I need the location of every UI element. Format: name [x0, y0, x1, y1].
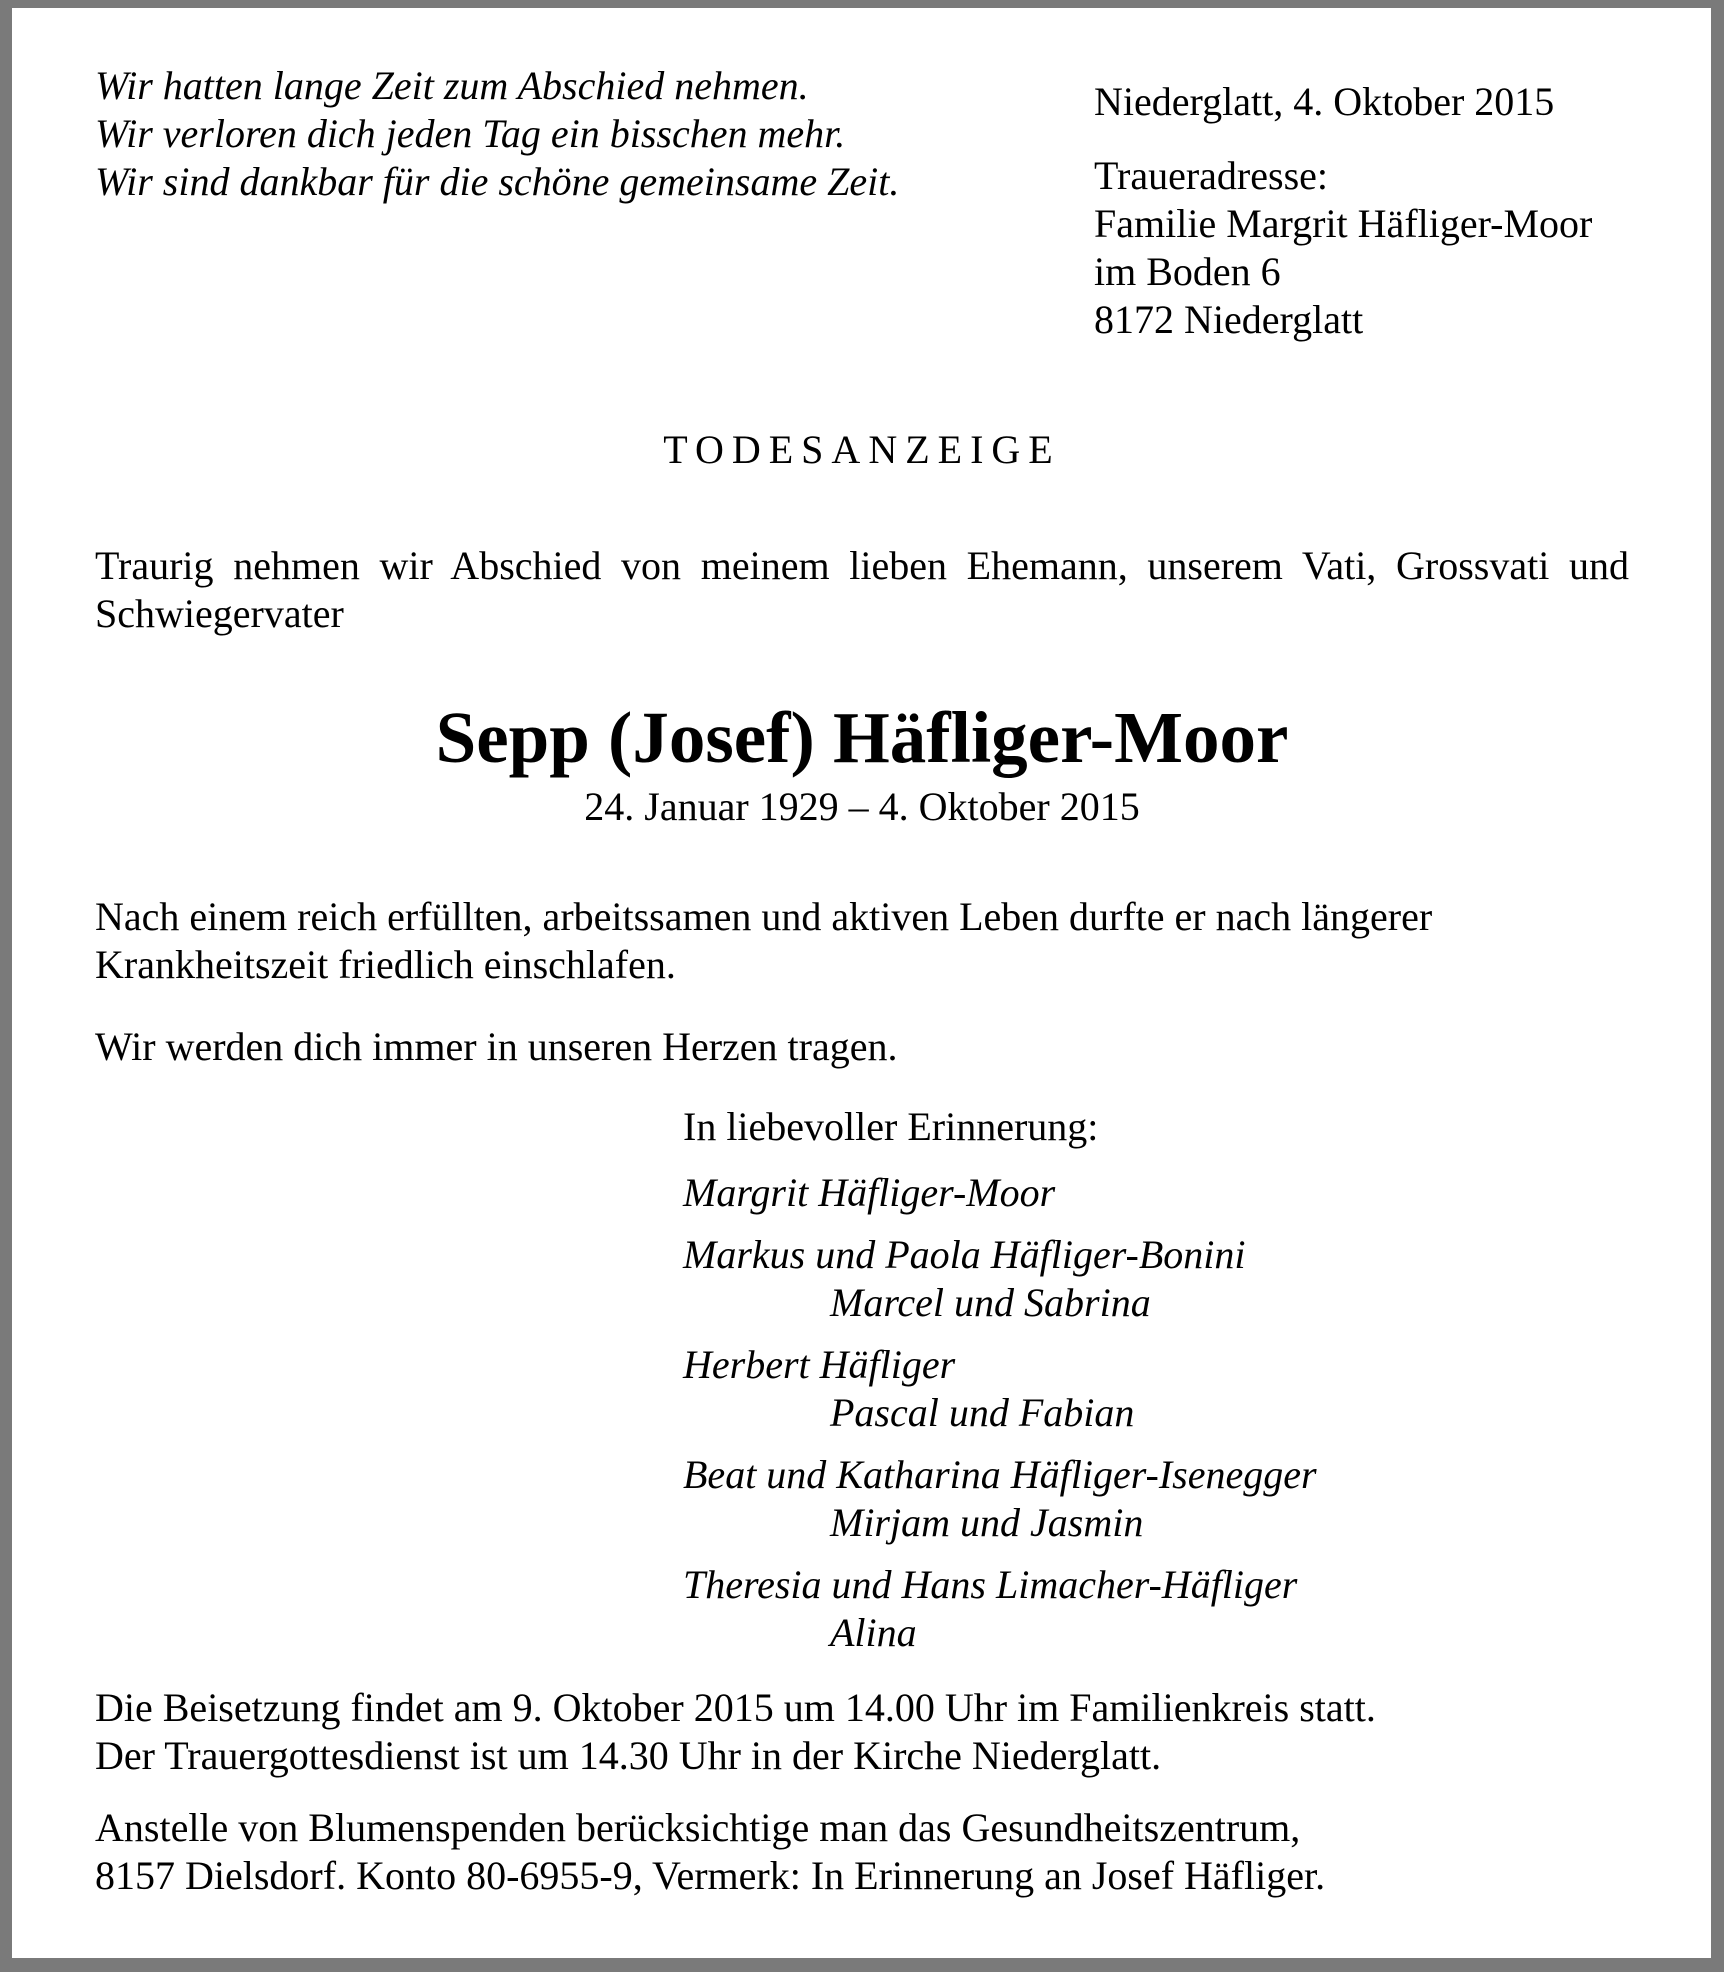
family-name: Markus und Paola Häfliger-Bonini [683, 1232, 1246, 1277]
donation-line: 8157 Dielsdorf. Konto 80-6955-9, Vermerk: In Erinnerung an Josef Häfliger. [95, 1853, 1326, 1898]
obituary-sheet [12, 8, 1711, 1958]
family-group [683, 1451, 1629, 1547]
family-children: Marcel und Sabrina [830, 1280, 1151, 1325]
family-group [683, 1341, 1629, 1437]
epigraph-line: Wir verloren dich jeden Tag ein bisschen mehr. [95, 111, 846, 156]
paragraph-life: Nach einem reich erfüllten, arbeitssamen und aktiven Leben durfte er nach längerer Krankheitszeit friedlich einschlafen. [95, 894, 1433, 987]
donation-line: Anstelle von Blumenspenden berücksichtige man das Gesundheitszentrum, [95, 1805, 1301, 1850]
family-group [683, 1231, 1629, 1327]
epigraph-line: Wir sind dankbar für die schöne gemeinsame Zeit. [95, 159, 900, 204]
funeral-line: Der Trauergottesdienst ist um 14.30 Uhr in der Kirche Niederglatt. [95, 1733, 1162, 1778]
family-name: Beat und Katharina Häfliger-Isenegger [683, 1452, 1317, 1497]
paragraph-hearts: Wir werden dich immer in unseren Herzen tragen. [95, 1024, 898, 1069]
family-name: Herbert Häfliger [683, 1342, 956, 1387]
header-row [95, 62, 1629, 344]
life-dates: 24. Januar 1929 – 4. Oktober 2015 [584, 784, 1140, 829]
family-children: Alina [830, 1610, 917, 1655]
mourning-address [1094, 152, 1629, 344]
dateline: Niederglatt, 4. Oktober 2015 [1094, 79, 1555, 124]
family-children: Mirjam und Jasmin [830, 1500, 1144, 1545]
mourning-address-label: Traueradresse: [1094, 153, 1329, 198]
remembrance-section [683, 1103, 1629, 1657]
family-children: Pascal und Fabian [830, 1390, 1135, 1435]
address-column [1094, 62, 1629, 344]
mourning-address-line: Familie Margrit Häfliger-Moor [1094, 201, 1593, 246]
epigraph [95, 62, 899, 206]
epigraph-line: Wir hatten lange Zeit zum Abschied nehmen. [95, 63, 809, 108]
remembrance-heading: In liebevoller Erinnerung: [683, 1104, 1099, 1149]
family-group [683, 1561, 1629, 1657]
funeral-info [95, 1684, 1629, 1780]
family-name: Theresia und Hans Limacher-Häfliger [683, 1562, 1298, 1607]
family-name: Margrit Häfliger-Moor [683, 1170, 1056, 1215]
mourning-address-line: 8172 Niederglatt [1094, 297, 1364, 342]
notice-title: TODESANZEIGE [663, 427, 1061, 472]
mourning-address-line: im Boden 6 [1094, 249, 1281, 294]
intro-paragraph: Traurig nehmen wir Abschied von meinem lieben Ehemann, unserem Vati, Grossvati und Schwiegervater [95, 543, 1629, 636]
donation-info [95, 1804, 1629, 1900]
deceased-name: Sepp (Josef) Häfliger-Moor [435, 697, 1289, 778]
funeral-line: Die Beisetzung findet am 9. Oktober 2015 um 14.00 Uhr im Familienkreis statt. [95, 1685, 1376, 1730]
family-group [683, 1169, 1629, 1217]
